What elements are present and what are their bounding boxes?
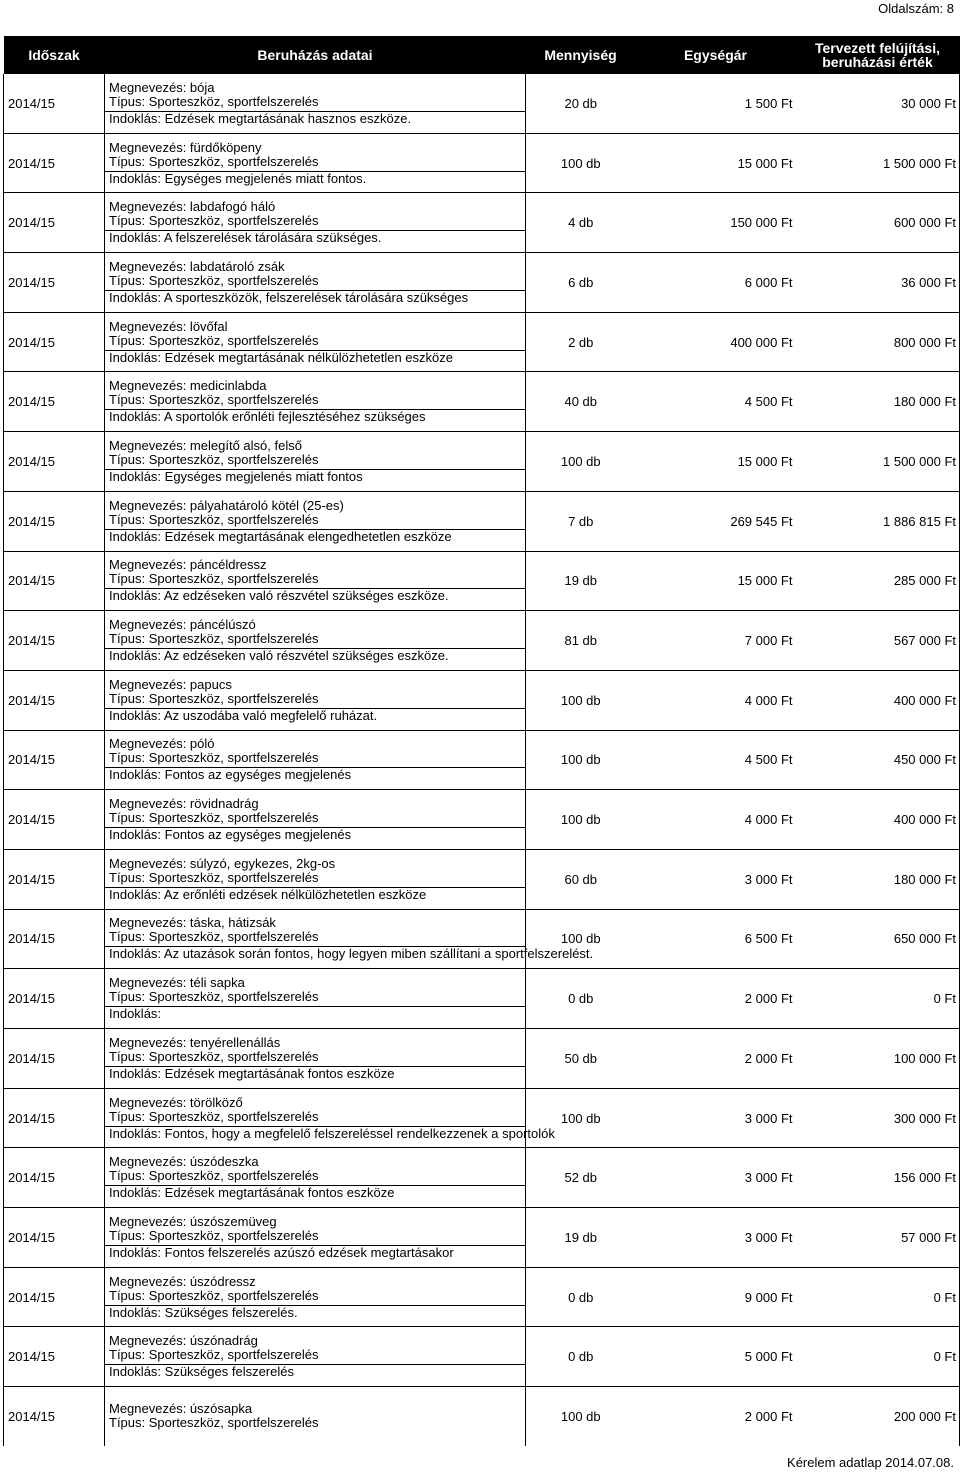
investment-data-cell [105,1327,526,1387]
unit-price-cell: 2 000 Ft [636,969,796,1029]
item-name: Megnevezés: úszódeszka [109,1154,259,1170]
unit-price-cell: 4 000 Ft [636,790,796,850]
planned-value-cell: 300 000 Ft [796,1088,960,1148]
item-type: Típus: Sporteszköz, sportfelszerelés [109,213,319,229]
investment-data-cell [105,372,526,432]
item-reason: Indoklás: Az edzéseken való részvétel szükséges eszköze. [105,648,525,663]
item-type: Típus: Sporteszköz, sportfelszerelés [109,511,319,527]
table-row [4,849,960,909]
unit-price-cell: 3 000 Ft [636,1208,796,1268]
item-reason: Indoklás: Az erőnléti edzések nélkülözhetetlen eszköze [105,887,525,902]
planned-value-cell: 600 000 Ft [796,193,960,253]
planned-value-cell: 1 500 000 Ft [796,133,960,193]
investment-data-cell [105,74,526,133]
item-name: Megnevezés: táska, hátizsák [109,915,276,931]
table-row [4,1029,960,1089]
item-type: Típus: Sporteszköz, sportfelszerelés [109,1347,319,1363]
planned-value-cell: 450 000 Ft [796,730,960,790]
investment-data-cell [105,133,526,193]
investment-data-cell [105,312,526,372]
item-name: Megnevezés: medicinlabda [109,378,267,394]
table-row [4,491,960,551]
planned-value-cell: 156 000 Ft [796,1148,960,1208]
period-cell: 2014/15 [4,1208,105,1268]
item-reason: Indoklás: Szükséges felszerelés [105,1364,525,1379]
unit-price-cell: 6 500 Ft [636,909,796,969]
item-reason: Indoklás: A felszerelések tárolására szükséges. [105,230,525,245]
unit-price-cell: 15 000 Ft [636,432,796,492]
item-name: Megnevezés: úszósapka [109,1401,253,1417]
item-name: Megnevezés: páncélúszó [109,617,256,633]
unit-price-cell: 5 000 Ft [636,1327,796,1387]
item-type: Típus: Sporteszköz, sportfelszerelés [109,750,319,766]
period-cell: 2014/15 [4,1387,105,1446]
table-row [4,969,960,1029]
item-name: Megnevezés: úszónadrág [109,1333,258,1349]
item-reason: Indoklás: Fontos felszerelés azúszó edzések megtartásakor [105,1245,525,1260]
unit-price-cell: 3 000 Ft [636,849,796,909]
planned-value-cell: 0 Ft [796,1267,960,1327]
quantity-cell: 7 db [526,491,636,551]
period-cell: 2014/15 [4,372,105,432]
table-row [4,74,960,133]
quantity-cell: 60 db [526,849,636,909]
quantity-cell: 0 db [526,1327,636,1387]
table-row [4,1387,960,1446]
item-reason: Indoklás: A sportolók erőnléti fejlesztéséhez szükséges [105,409,525,424]
unit-price-cell: 2 000 Ft [636,1029,796,1089]
period-cell: 2014/15 [4,909,105,969]
item-reason: Indoklás: A sporteszközök, felszerelések tárolására szükséges [105,290,525,305]
item-name: Megnevezés: melegítő alsó, felső [109,437,302,453]
period-cell: 2014/15 [4,312,105,372]
table-row [4,790,960,850]
header-qty: Mennyiség [526,36,636,74]
item-type: Típus: Sporteszköz, sportfelszerelés [109,1415,319,1431]
item-reason: Indoklás: Egységes megjelenés miatt fontos. [105,171,525,186]
planned-value-cell: 0 Ft [796,969,960,1029]
period-cell: 2014/15 [4,253,105,313]
quantity-cell: 100 db [526,432,636,492]
table-row [4,193,960,253]
unit-price-cell: 7 000 Ft [636,611,796,671]
investment-data-cell [105,491,526,551]
quantity-cell: 100 db [526,909,636,969]
period-cell: 2014/15 [4,670,105,730]
item-reason: Indoklás: Az uszodába való megfelelő ruházat. [105,708,525,723]
unit-price-cell: 1 500 Ft [636,74,796,133]
header-data: Beruházás adatai [105,36,526,74]
table-row [4,1327,960,1387]
item-reason: Indoklás: Edzések megtartásának elengedhetetlen eszköze [105,529,525,544]
table-row [4,372,960,432]
page-number: Oldalszám: 8 [878,1,954,16]
investment-data-cell [105,1387,526,1446]
header-period: Időszak [4,36,105,74]
item-type: Típus: Sporteszköz, sportfelszerelés [109,1108,319,1124]
unit-price-cell: 6 000 Ft [636,253,796,313]
unit-price-cell: 15 000 Ft [636,551,796,611]
planned-value-cell: 650 000 Ft [796,909,960,969]
item-reason: Indoklás: Edzések megtartásának fontos eszköze [105,1185,525,1200]
planned-value-cell: 36 000 Ft [796,253,960,313]
unit-price-cell: 4 500 Ft [636,730,796,790]
item-type: Típus: Sporteszköz, sportfelszerelés [109,631,319,647]
investment-data-cell [105,790,526,850]
investment-data-cell [105,969,526,1029]
planned-value-cell: 1 886 815 Ft [796,491,960,551]
period-cell: 2014/15 [4,849,105,909]
table-row [4,611,960,671]
investment-data-cell [105,670,526,730]
period-cell: 2014/15 [4,1327,105,1387]
investment-data-cell [105,1088,555,1148]
item-name: Megnevezés: súlyzó, egykezes, 2kg-os [109,855,336,871]
period-cell: 2014/15 [4,133,105,193]
unit-price-cell: 3 000 Ft [636,1148,796,1208]
item-reason: Indoklás: Egységes megjelenés miatt fontos [105,469,525,484]
unit-price-cell: 150 000 Ft [636,193,796,253]
quantity-cell: 6 db [526,253,636,313]
quantity-cell: 0 db [526,969,636,1029]
table-row [4,1267,960,1327]
item-type: Típus: Sporteszköz, sportfelszerelés [109,1287,319,1303]
item-type: Típus: Sporteszköz, sportfelszerelés [109,810,319,826]
item-name: Megnevezés: bója [109,79,215,95]
quantity-cell: 100 db [560,1408,601,1424]
item-name: Megnevezés: papucs [109,676,232,692]
planned-value-cell: 180 000 Ft [796,849,960,909]
item-name: Megnevezés: pályahatároló kötél (25-es) [109,497,344,513]
item-type: Típus: Sporteszköz, sportfelszerelés [109,392,319,408]
item-type: Típus: Sporteszköz, sportfelszerelés [109,93,319,109]
planned-value-cell: 1 500 000 Ft [796,432,960,492]
unit-price-cell: 2 000 Ft [744,1408,793,1424]
table-row [4,1148,960,1208]
unit-price-cell: 4 500 Ft [636,372,796,432]
period-cell: 2014/15 [4,611,105,671]
table-header-row [4,36,960,74]
item-type: Típus: Sporteszköz, sportfelszerelés [109,1168,319,1184]
period-cell: 2014/15 [4,730,105,790]
item-reason: Indoklás: Az utazások során fontos, hogy legyen miben szállítani a sportfelszerelést. [105,946,525,961]
period-cell: 2014/15 [4,1029,105,1089]
planned-value-cell: 285 000 Ft [796,551,960,611]
quantity-cell: 52 db [526,1148,636,1208]
table-row [4,670,960,730]
period-cell: 2014/15 [4,1267,105,1327]
period-cell: 2014/15 [4,969,105,1029]
item-reason: Indoklás: Edzések megtartásának nélkülözhetetlen eszköze [105,350,525,365]
quantity-cell: 100 db [526,1088,636,1148]
planned-value-cell: 100 000 Ft [796,1029,960,1089]
item-reason: Indoklás: Edzések megtartásának fontos eszköze [105,1066,525,1081]
planned-value-cell: 200 000 Ft [796,1387,960,1446]
investment-data-cell [105,849,526,909]
period-cell: 2014/15 [4,790,105,850]
investment-data-cell [105,193,526,253]
item-name: Megnevezés: rövidnadrág [109,796,259,812]
planned-value-cell: 0 Ft [796,1327,960,1387]
unit-price-cell: 400 000 Ft [636,312,796,372]
item-reason: Indoklás: Fontos az egységes megjelenés [105,827,525,842]
table-row [4,133,960,193]
item-name: Megnevezés: tenyérellenállás [109,1034,281,1050]
planned-value-cell: 567 000 Ft [796,611,960,671]
quantity-cell: 19 db [526,551,636,611]
unit-price-cell: 15 000 Ft [636,133,796,193]
period-cell: 2014/15 [4,432,105,492]
table-row [4,909,960,969]
quantity-cell: 40 db [526,372,636,432]
item-name: Megnevezés: páncéldressz [109,557,267,573]
quantity-cell: 100 db [526,670,636,730]
table-row [4,551,960,611]
period-cell: 2014/15 [4,193,105,253]
period-cell: 2014/15 [4,491,105,551]
quantity-cell: 81 db [526,611,636,671]
item-type: Típus: Sporteszköz, sportfelszerelés [109,332,319,348]
investment-data-cell [105,1029,526,1089]
table-row [4,312,960,372]
item-name: Megnevezés: lövőfal [109,318,228,334]
planned-value-cell: 800 000 Ft [796,312,960,372]
table-row [4,432,960,492]
quantity-cell: 20 db [526,74,636,133]
investment-data-cell [105,551,526,611]
quantity-cell: 100 db [526,730,636,790]
item-name: Megnevezés: póló [109,736,215,752]
investment-data-cell [105,611,526,671]
period-cell: 2014/15 [4,1148,105,1208]
item-reason: Indoklás: Fontos, hogy a megfelelő felszereléssel rendelkezzenek a sportolók [105,1126,525,1141]
item-type: Típus: Sporteszköz, sportfelszerelés [109,1048,319,1064]
investment-data-cell [105,1148,526,1208]
quantity-cell: 100 db [526,790,636,850]
planned-value-cell: 400 000 Ft [796,670,960,730]
quantity-cell: 19 db [526,1208,636,1268]
item-type: Típus: Sporteszköz, sportfelszerelés [109,272,319,288]
item-reason: Indoklás: Szükséges felszerelés. [105,1305,525,1320]
planned-value-cell: 57 000 Ft [796,1208,960,1268]
unit-price-cell: 269 545 Ft [636,491,796,551]
planned-value-cell: 180 000 Ft [796,372,960,432]
item-reason: Indoklás: Edzések megtartásának hasznos eszköze. [105,111,525,126]
item-name: Megnevezés: labdatároló zsák [109,258,285,274]
item-type: Típus: Sporteszköz, sportfelszerelés [109,690,319,706]
item-name: Megnevezés: törölköző [109,1094,243,1110]
item-type: Típus: Sporteszköz, sportfelszerelés [109,153,319,169]
table-row [4,1208,960,1268]
investment-data-cell [105,432,526,492]
quantity-cell: 100 db [526,133,636,193]
unit-price-cell: 3 000 Ft [636,1088,796,1148]
item-name: Megnevezés: úszódressz [109,1273,256,1289]
quantity-cell: 2 db [526,312,636,372]
investment-data-cell [105,730,526,790]
item-reason: Indoklás: Az edzéseken való részvétel szükséges eszköze. [105,588,525,603]
investment-table [3,36,960,1446]
quantity-cell: 4 db [526,193,636,253]
item-type: Típus: Sporteszköz, sportfelszerelés [109,989,319,1005]
planned-value-cell: 30 000 Ft [796,74,960,133]
quantity-cell: 50 db [526,1029,636,1089]
investment-data-cell [105,253,526,313]
planned-value-cell: 400 000 Ft [796,790,960,850]
period-cell: 2014/15 [4,74,105,133]
table-row [4,253,960,313]
item-reason: Indoklás: [105,1006,525,1021]
period-cell: 2014/15 [4,551,105,611]
item-type: Típus: Sporteszköz, sportfelszerelés [109,869,319,885]
item-reason: Indoklás: Fontos az egységes megjelenés [105,767,525,782]
item-type: Típus: Sporteszköz, sportfelszerelés [109,929,319,945]
period-cell: 2014/15 [4,1088,105,1148]
table-row [4,730,960,790]
footer-text: Kérelem adatlap 2014.07.08. [787,1455,954,1470]
item-name: Megnevezés: fürdőköpeny [109,139,262,155]
investment-data-cell [105,1267,526,1327]
header-value: Tervezett felújítási, beruházási érték [796,36,960,74]
investment-data-cell [105,1208,526,1268]
item-type: Típus: Sporteszköz, sportfelszerelés [109,571,319,587]
item-type: Típus: Sporteszköz, sportfelszerelés [109,1227,319,1243]
item-name: Megnevezés: úszószemüveg [109,1213,277,1229]
item-name: Megnevezés: téli sapka [109,975,245,991]
unit-price-cell: 4 000 Ft [636,670,796,730]
table-row [4,1088,960,1148]
header-price: Egységár [636,36,796,74]
item-name: Megnevezés: labdafogó háló [109,199,276,215]
quantity-cell: 0 db [526,1267,636,1327]
item-type: Típus: Sporteszköz, sportfelszerelés [109,451,319,467]
unit-price-cell: 9 000 Ft [636,1267,796,1327]
